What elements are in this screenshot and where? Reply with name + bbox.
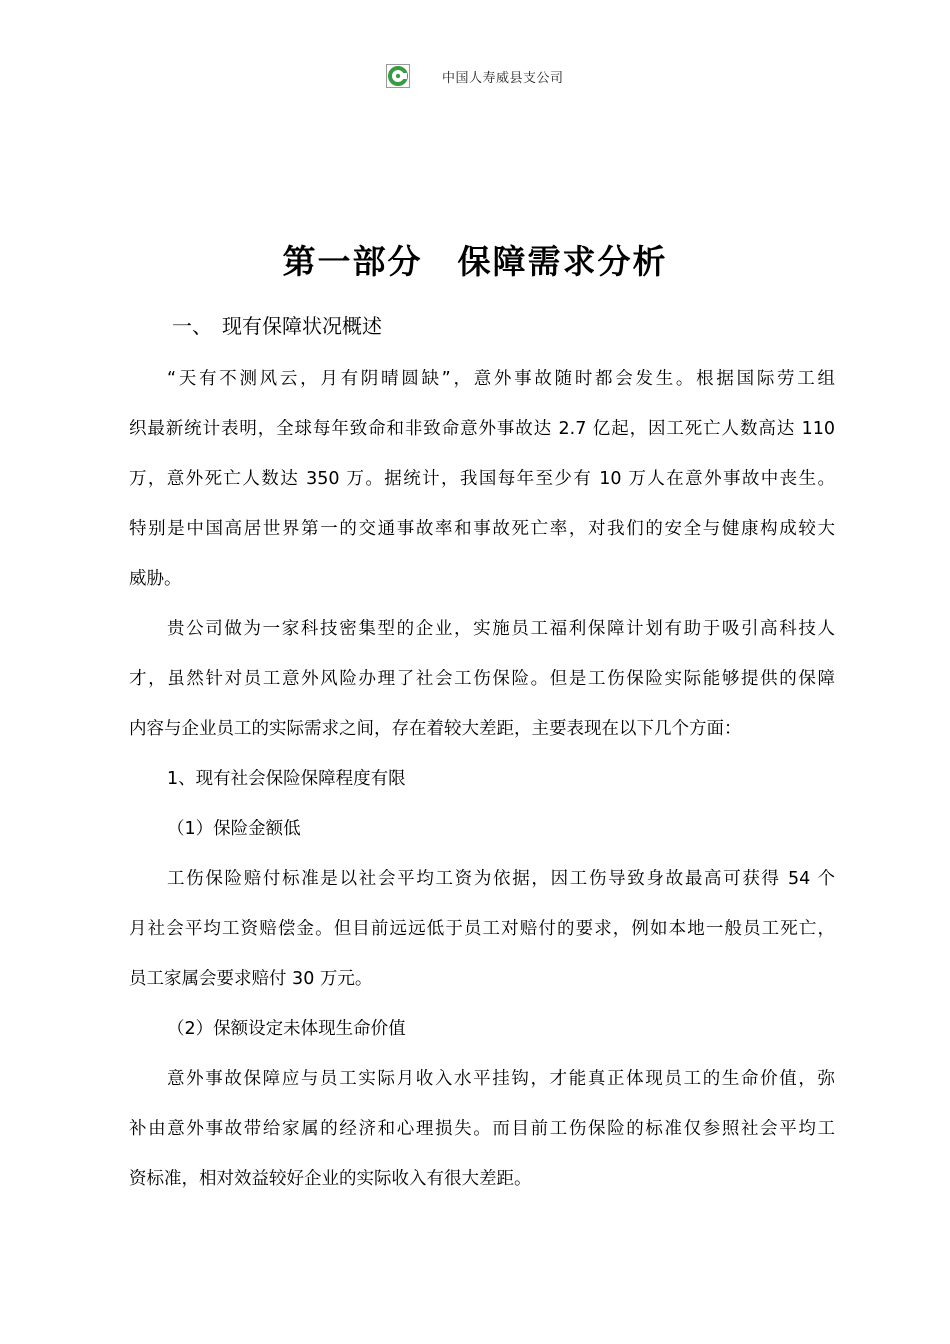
text-line: 内容与企业员工的实际需求之间，存在着较大差距，主要表现在以下几个方面： xyxy=(129,719,742,739)
text-line: 贵公司做为一家科技密集型的企业，实施员工福利保障计划有助于吸引高科技人 xyxy=(167,619,835,639)
text-line: 万，意外死亡人数达 350 万。据统计，我国每年至少有 10 万人在意外事故中丧生。 xyxy=(129,469,835,489)
subheading-limited-coverage xyxy=(129,754,835,804)
section-heading: 一、 现有保障状况概述 xyxy=(172,314,382,338)
text-line: （1）保险金额低 xyxy=(167,819,301,839)
company-name: 中国人寿威县支公司 xyxy=(442,70,564,86)
text-line: 资标准，相对效益较好企业的实际收入有很大差距。 xyxy=(129,1169,532,1189)
text-line: “天有不测风云，月有阴晴圆缺”，意外事故随时都会发生。根据国际劳工组 xyxy=(167,369,835,389)
paragraph-company-situation xyxy=(129,604,835,754)
text-line: 月社会平均工资赔偿金。但目前远远低于员工对赔付的要求，例如本地一般员工死亡， xyxy=(129,919,835,939)
text-line: 织最新统计表明，全球每年致命和非致命意外事故达 2.7 亿起，因工死亡人数高达 110 xyxy=(129,419,835,439)
text-line: 补由意外事故带给家属的经济和心理损失。而目前工伤保险的标准仅参照社会平均工 xyxy=(129,1119,835,1139)
text-line: 才，虽然针对员工意外风险办理了社会工伤保险。但是工伤保险实际能够提供的保障 xyxy=(129,669,835,689)
china-life-logo-icon xyxy=(386,64,410,88)
text-line: 意外事故保障应与员工实际月收入水平挂钩，才能真正体现员工的生命价值，弥 xyxy=(167,1069,835,1089)
text-line: 特别是中国高居世界第一的交通事故率和事故死亡率，对我们的安全与健康构成较大 xyxy=(129,519,835,539)
subheading-life-value xyxy=(129,1004,835,1054)
text-line: 1、现有社会保险保障程度有限 xyxy=(167,769,406,789)
text-line: （2）保额设定未体现生命价值 xyxy=(167,1019,406,1039)
paragraph-accident-statistics xyxy=(129,354,835,604)
text-line: 工伤保险赔付标准是以社会平均工资为依据，因工伤导致身故最高可获得 54 个 xyxy=(167,869,835,889)
text-line: 员工家属会要求赔付 30 万元。 xyxy=(129,969,373,989)
subheading-low-amount xyxy=(129,804,835,854)
page-header xyxy=(386,62,564,90)
document-title: 第一部分 保障需求分析 xyxy=(282,242,668,281)
paragraph-compensation-standard xyxy=(129,854,835,1004)
paragraph-income-linkage xyxy=(129,1054,835,1204)
text-line: 威胁。 xyxy=(129,569,182,589)
